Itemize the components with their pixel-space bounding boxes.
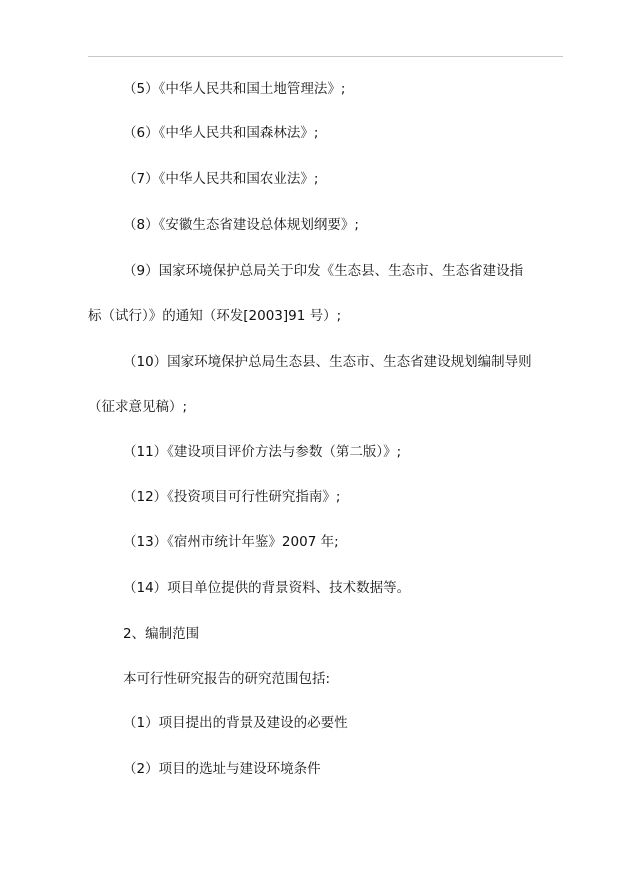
scope-intro: 本可行性研究报告的研究范围包括: — [123, 671, 331, 687]
header-rule — [88, 56, 563, 57]
reference-item-13: （13）《宿州市统计年鉴》2007 年; — [123, 534, 339, 550]
reference-item-9-continued: 标（试行）》的通知（环发[2003]91 号）; — [88, 308, 342, 324]
reference-item-12: （12）《投资项目可行性研究指南》; — [123, 489, 341, 505]
reference-item-11: （11）《建设项目评价方法与参数（第二版）》; — [123, 444, 402, 460]
scope-item-2: （2）项目的选址与建设环境条件 — [123, 761, 321, 777]
reference-item-5: （5）《中华人民共和国土地管理法》; — [123, 81, 346, 97]
reference-item-9: （9）国家环境保护总局关于印发《生态县、生态市、生态省建设指 — [123, 263, 524, 279]
reference-item-8: （8）《安徽生态省建设总体规划纲要》; — [123, 217, 359, 233]
reference-item-10-continued: （征求意见稿）; — [88, 399, 188, 415]
section-heading-scope: 2、编制范围 — [123, 626, 200, 642]
reference-item-6: （6）《中华人民共和国森林法》; — [123, 125, 319, 141]
reference-item-14: （14）项目单位提供的背景资料、技术数据等。 — [123, 580, 411, 596]
scope-item-1: （1）项目提出的背景及建设的必要性 — [123, 715, 348, 731]
reference-item-7: （7）《中华人民共和国农业法》; — [123, 171, 319, 187]
reference-item-10: （10）国家环境保护总局生态县、生态市、生态省建设规划编制导则 — [123, 354, 532, 370]
